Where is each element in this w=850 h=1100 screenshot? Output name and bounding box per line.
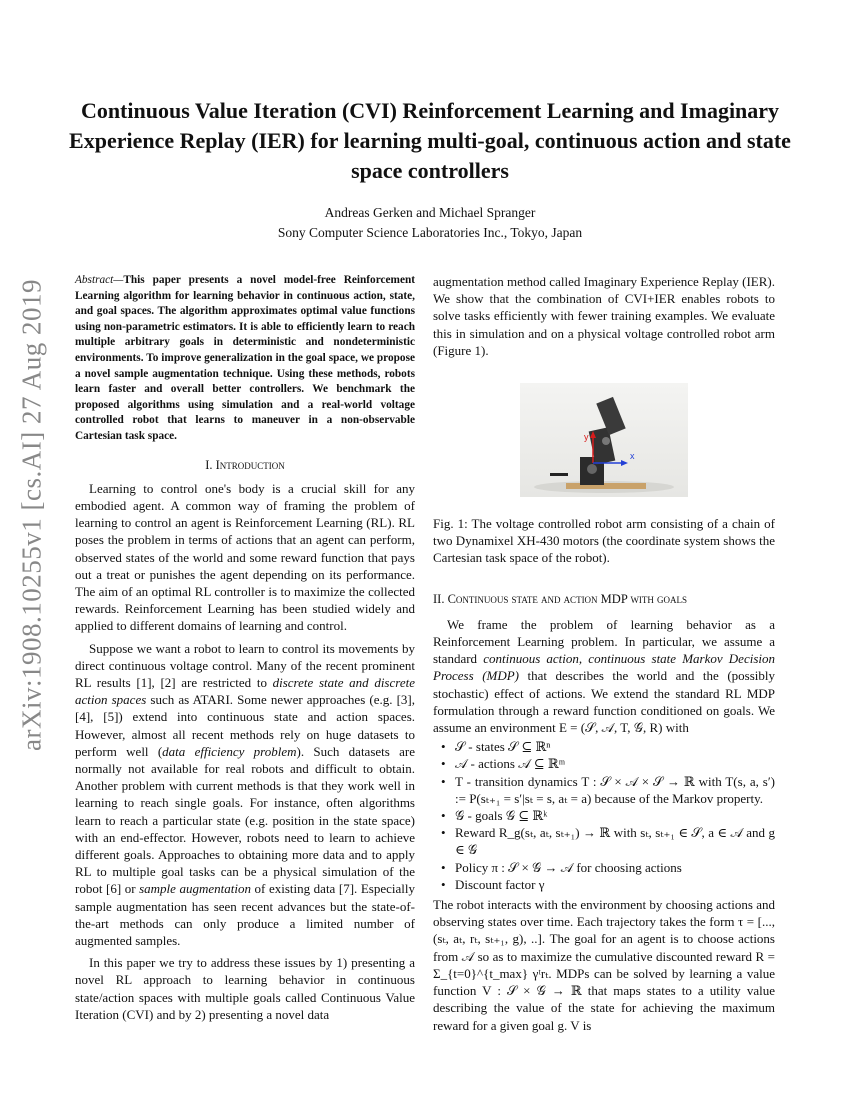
abstract-label: Abstract— xyxy=(75,274,124,286)
abstract xyxy=(75,273,415,445)
author-names: Andreas Gerken and Michael Spranger xyxy=(324,205,536,220)
right-column xyxy=(433,273,775,1034)
robot-arm-photo xyxy=(520,383,688,497)
left-column xyxy=(75,273,415,1023)
arxiv-side-stamp: arXiv:1908.10255v1 [cs.AI] 27 Aug 2019 xyxy=(16,279,47,751)
environment-list xyxy=(441,738,775,893)
paper-title: Continuous Value Iteration (CVI) Reinforcement Learning and Imaginary Experience Replay (IER) for learning multi-goal, continuous action and state space controllers xyxy=(69,98,791,183)
list-item: • Reward R_g(sₜ, aₜ, sₜ₊₁) → ℝ with sₜ, sₜ₊₁ ∈ 𝒮, a ∈ 𝒜 and g ∈ 𝒢 xyxy=(441,824,775,858)
abstract-text: This paper presents a novel model-free Reinforcement Learning algorithm for learning behavior in continuous action, state, and goal spaces. The algorithm approximates optimal value functions using non-parametric estimators. It is able to efficiently learn to reach multiple arbitrary goals in deterministic and nondeterministic environments. To improve generalization in the goal space, we propose a novel sample augmentation technique. Using these methods, robots learn faster and overall better controllers. We benchmark the proposed algorithms using simulation and a real-world voltage controlled robot that learns to maneuver in a non-observable Cartesian task space. xyxy=(75,274,415,442)
list-item: • T - transition dynamics T : 𝒮 × 𝒜 × 𝒮 → ℝ with T(s, a, s′) := P(sₜ₊₁ = s′|sₜ = s, aₜ = a) because of the Markov property. xyxy=(441,773,775,807)
intro-paragraph-3: In this paper we try to address these issues by 1) presenting a novel RL approach to learning behavior in continuous state/action spaces with multiple goals called Continuous Value Iteration (CVI) and by 2) presenting a novel data xyxy=(75,955,415,1022)
affiliation: Sony Computer Science Laboratories Inc., Tokyo, Japan xyxy=(277,225,583,240)
list-item: • 𝒮 - states 𝒮 ⊆ ℝⁿ xyxy=(441,738,775,755)
section-heading-mdp: II. Continuous state and action MDP with goals xyxy=(433,591,688,606)
list-item: • Policy π : 𝒮 × 𝒢 → 𝒜 for choosing actions xyxy=(441,859,775,876)
section-heading-introduction: I. Introduction xyxy=(205,457,285,472)
mdp-paragraph: We frame the problem of learning behavior as a Reinforcement Learning problem. In particular, we assume a standard continuous action, continuous state Markov Decision Process (MDP) that describes the world and the (possibly stochastic) effect of actions. We extend the standard RL MDP formulation through a reward function conditioned on goals. We assume an environment E = (𝒮, 𝒜, T, 𝒢, R) with xyxy=(433,616,775,736)
list-item: • Discount factor γ xyxy=(441,876,775,893)
robot-arm-figure xyxy=(520,383,688,497)
trajectory-paragraph: The robot interacts with the environment by choosing actions and observing states over time. Each trajectory takes the form τ = [..., (sₜ, aₜ, rₜ, sₜ₊₁, g), ..]. The goal for an agent is to choose actions from 𝒜 so as to maximize the cumulative discounted reward R = Σ_{t=0}^{t_max} γᵗrₜ. MDPs can be solved by learning a value function V : 𝒮 × 𝒢 → ℝ that maps states to a utility value describing the value of the state for achieving the maximum reward for a given goal g. V is xyxy=(433,897,775,1033)
author-block xyxy=(120,203,740,243)
figure-y-axis-label: y xyxy=(584,432,589,443)
list-item: • 𝒜 - actions 𝒜 ⊆ ℝᵐ xyxy=(441,755,775,772)
intro-paragraph-continued: augmentation method called Imaginary Experience Replay (IER). We show that the combination of CVI+IER enables robots to solve tasks efficiently with fewer training examples. We evaluate this in simulation and on a physical voltage controlled robot arm (Figure 1). xyxy=(433,274,775,358)
figure-caption: Fig. 1: The voltage controlled robot arm consisting of a chain of two Dynamixel XH-430 motors (the coordinate system shows the Cartesian task space of the robot). xyxy=(433,516,775,566)
intro-paragraph-2: Suppose we want a robot to learn to control its movements by direct continuous voltage control. Many of the recent prominent RL results [1], [2] are restricted to discrete state and discrete action spaces such as ATARI. Some newer approaches (e.g. [3], [4], [5]) extend into continuous state and action spaces. However, almost all recent methods rely on huge datasets to perform well (data efficiency problem). Such datasets are normally not available for real robots and difficult to obtain. Another problem with current methods is that they work well in learning to reach single goals. For instance, often algorithms learn to reach a particular state (e.g. position in the state space) with an end-effector. However, robots need to learn to achieve different goals. Approaches to obtaining more data and to apply RL to multiple goal tasks can be a physical simulation of the robot [6] or sample augmentation of existing data [7]. Especially sample augmentation has seen recent advances but the state-of-the-art methods can only produce a limited number of augmented samples. xyxy=(75,640,415,949)
list-item: • 𝒢 - goals 𝒢 ⊆ ℝᵏ xyxy=(441,807,775,824)
intro-paragraph-1: Learning to control one's body is a crucial skill for any embodied agent. A common way of framing the problem of learning to control an agent is Reinforcement Learning (RL). RL poses the problem in terms of actions that an agent can perform, observed states of the world and some reward function that pays out a treat or punishes the agent depending on its performance. The aim of an optimal RL controller is to maximize the collected rewards. Reinforcement Learning has been studied widely and applied to different domains of learning and control. xyxy=(75,480,415,634)
figure-x-axis-label: x xyxy=(630,451,635,462)
